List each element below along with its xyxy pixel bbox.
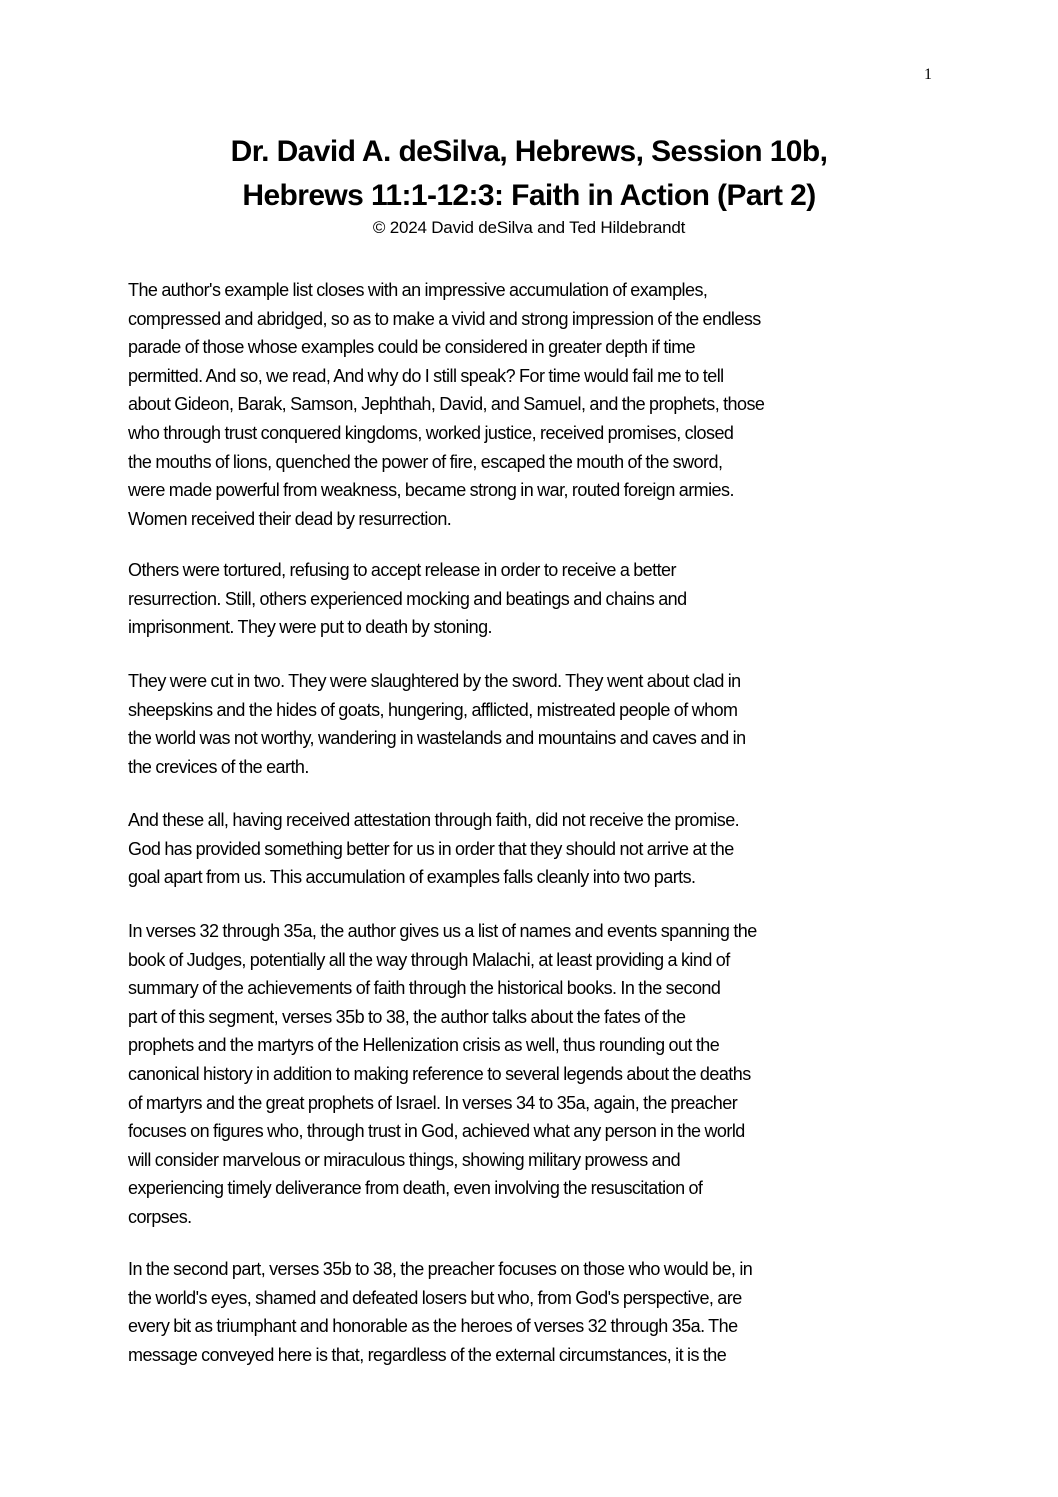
text-line: the world's eyes, shamed and defeated losers but who, from God's perspective, are [128,1287,742,1308]
text-line: experiencing timely deliverance from death, even involving the resuscitation of [128,1178,703,1199]
text-line: who through trust conquered kingdoms, worked justice, received promises, closed [128,422,734,443]
text-line: resurrection. Still, others experienced mocking and beatings and chains and [128,588,687,609]
text-line: In the second part, verses 35b to 38, the preacher focuses on those who would be, in [128,1259,753,1279]
paragraph-3 [128,667,948,781]
text-line: were made powerful from weakness, became strong in war, routed foreign armies. [128,480,734,501]
text-line: goal apart from us. This accumulation of examples falls cleanly into two parts. [128,867,696,888]
text-line: prophets and the martyrs of the Hellenization crisis as well, thus rounding out the [128,1035,720,1056]
text-line: permitted. And so, we read, And why do I still speak? For time would fail me to tell [128,365,724,386]
text-line: compressed and abridged, so as to make a vivid and strong impression of the endless [128,308,761,329]
text-line: message conveyed here is that, regardless of the external circumstances, it is the [128,1344,727,1365]
text-line: parade of those whose examples could be considered in greater depth if time [128,337,696,358]
text-line: every bit as triumphant and honorable as the heroes of verses 32 through 35a. The [128,1316,738,1337]
text-line: God has provided something better for us in order that they should not arrive at the [128,838,734,859]
text-line: summary of the achievements of faith through the historical books. In the second [128,978,721,999]
text-line: In verses 32 through 35a, the author gives us a list of names and events spanning the [128,921,757,941]
paragraph-2 [128,556,948,642]
title-line-1: Dr. David A. deSilva, Hebrews, Session 10b, [230,135,828,168]
paragraph-6 [128,1255,948,1369]
text-line: sheepskins and the hides of goats, hungering, afflicted, mistreated people of whom [128,699,738,720]
paragraph-5 [128,917,948,1232]
text-line: the mouths of lions, quenched the power of fire, escaped the mouth of the sword, [128,451,723,472]
text-line: about Gideon, Barak, Samson, Jephthah, David, and Samuel, and the prophets, those [128,394,765,415]
page-number: 1 [924,66,932,83]
title-line-2: Hebrews 11:1-12:3: Faith in Action (Part 2) [242,179,816,212]
text-line: The author's example list closes with an impressive accumulation of examples, [128,280,708,300]
text-line: the world was not worthy, wandering in wastelands and mountains and caves and in [128,728,746,749]
text-line: Others were tortured, refusing to accept release in order to receive a better [128,560,676,580]
copyright-notice: © 2024 David deSilva and Ted Hildebrandt [372,218,686,237]
text-line: And these all, having received attestation through faith, did not receive the promise. [128,810,740,830]
text-line: Women received their dead by resurrection. [128,508,452,529]
text-line: of martyrs and the great prophets of Israel. In verses 34 to 35a, again, the preacher [128,1092,738,1113]
text-line: corpses. [128,1206,192,1227]
text-line: book of Judges, potentially all the way through Malachi, at least providing a kind of [128,949,730,970]
text-line: will consider marvelous or miraculous things, showing military prowess and [128,1149,681,1170]
paragraph-1 [128,276,948,533]
document-title [0,130,1058,218]
text-line: They were cut in two. They were slaughtered by the sword. They went about clad in [128,671,741,691]
paragraph-4 [128,806,948,892]
text-line: canonical history in addition to making reference to several legends about the deaths [128,1063,751,1084]
text-line: the crevices of the earth. [128,756,309,777]
text-line: part of this segment, verses 35b to 38, the author talks about the fates of the [128,1006,686,1027]
text-line: imprisonment. They were put to death by stoning. [128,617,492,638]
text-line: focuses on figures who, through trust in God, achieved what any person in the world [128,1121,745,1142]
